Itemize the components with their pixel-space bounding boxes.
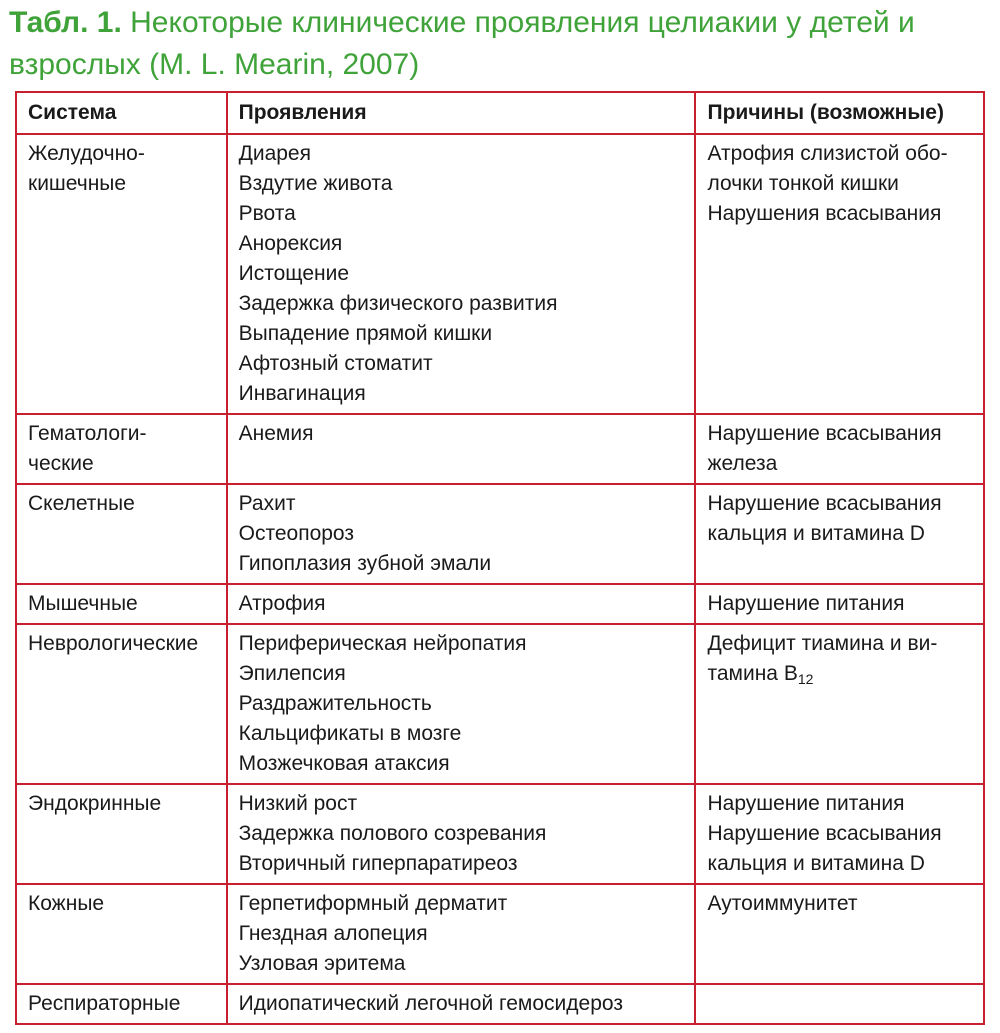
cause-line: Нарушение всасывания [707, 822, 942, 845]
system-cell [16, 884, 227, 984]
header-causes: Причины (возможные) [695, 92, 984, 134]
manifestation-item: Вторичный гиперпаратиреоз [238, 852, 518, 875]
manifestations-cell [227, 784, 696, 884]
cause-line: Нарушения всасывания [707, 202, 942, 225]
table-row [16, 414, 984, 484]
manifestation-item: Задержка полового созревания [238, 822, 547, 845]
system-line: Неврологические [28, 632, 199, 655]
manifestation-item: Инвагинация [238, 382, 366, 405]
causes-cell [695, 984, 984, 1024]
manifestations-cell [227, 414, 696, 484]
cause-line: Аутоиммунитет [707, 892, 858, 915]
vitamin-name: тамина B [707, 662, 798, 685]
system-line: Гематологи- [28, 422, 147, 445]
cause-line: Нарушение всасывания [707, 492, 942, 515]
manifestation-item: Атрофия [238, 592, 326, 615]
system-line: Желудочно- [28, 142, 145, 165]
causes-cell [695, 784, 984, 884]
cause-line: кальция и витамина D [707, 522, 925, 545]
table-row [16, 984, 984, 1024]
manifestation-item: Рвота [238, 202, 296, 225]
system-line: ческие [28, 452, 94, 475]
manifestation-item: Раздражительность [238, 692, 432, 715]
manifestation-item: Низкий рост [238, 792, 358, 815]
table-row [16, 134, 984, 414]
system-line: Скелетные [28, 492, 135, 515]
manifestations-cell [227, 984, 696, 1024]
manifestations-cell [227, 484, 696, 584]
manifestation-item: Рахит [238, 492, 296, 515]
manifestations-cell [227, 884, 696, 984]
cause-line: кальция и витамина D [707, 852, 925, 875]
manifestation-item: Кальцификаты в мозге [238, 722, 462, 745]
table-caption: Некоторые клинические проявления целиакии у детей и взрослых (M. L. Mearin, 2007) [9, 6, 915, 81]
system-cell [16, 484, 227, 584]
manifestation-item: Узловая эритема [238, 952, 406, 975]
header-manifestations: Проявления [227, 92, 696, 134]
table-title [9, 2, 994, 86]
cause-line: Нарушение питания [707, 792, 905, 815]
manifestation-item: Идиопатический легочной гемосидероз [238, 992, 623, 1015]
system-line: Кожные [28, 892, 105, 915]
manifestation-item: Остеопороз [238, 522, 355, 545]
system-cell [16, 624, 227, 784]
cause-line: Дефицит тиамина и ви- [707, 632, 938, 655]
causes-cell [695, 624, 984, 784]
system-line: Респираторные [28, 992, 181, 1015]
manifestation-item: Истощение [238, 262, 350, 285]
manifestation-item: Вздутие живота [238, 172, 393, 195]
cause-line: лочки тонкой кишки [707, 172, 899, 195]
manifestation-item: Герпетиформный дерматит [238, 892, 508, 915]
system-line: Эндокринные [28, 792, 162, 815]
cause-line: железа [707, 452, 778, 475]
manifestation-item: Афтозный стоматит [238, 352, 433, 375]
cause-line: Нарушение всасывания [707, 422, 942, 445]
table-row [16, 884, 984, 984]
header-system: Система [16, 92, 227, 134]
manifestation-item: Диарея [238, 142, 311, 165]
cause-line: Нарушение питания [707, 592, 905, 615]
manifestation-item: Анемия [238, 422, 314, 445]
causes-cell [695, 484, 984, 584]
system-cell [16, 584, 227, 624]
manifestation-item: Гипоплазия зубной эмали [238, 552, 492, 575]
causes-cell [695, 134, 984, 414]
header-row [16, 92, 984, 134]
vitamin-subscript: 12 [797, 671, 814, 687]
manifestation-item: Анорексия [238, 232, 343, 255]
cause-line: Атрофия слизистой обо- [707, 142, 948, 165]
cause-line [707, 659, 977, 689]
manifestation-item: Гнездная алопеция [238, 922, 428, 945]
causes-cell [695, 414, 984, 484]
causes-cell [695, 884, 984, 984]
manifestations-cell [227, 134, 696, 414]
table-number: Табл. 1. [9, 6, 122, 39]
system-line: кишечные [28, 172, 127, 195]
system-cell [16, 134, 227, 414]
manifestations-cell [227, 624, 696, 784]
manifestation-item: Периферическая нейропатия [238, 632, 527, 655]
manifestations-cell [227, 584, 696, 624]
manifestations-table [15, 91, 985, 1025]
manifestation-item: Мозжечковая атаксия [238, 752, 450, 775]
manifestation-item: Выпадение прямой кишки [238, 322, 493, 345]
system-cell [16, 984, 227, 1024]
system-line: Мышечные [28, 592, 138, 615]
system-cell [16, 784, 227, 884]
table-row [16, 484, 984, 584]
manifestation-item: Эпилепсия [238, 662, 346, 685]
table-row [16, 784, 984, 884]
system-cell [16, 414, 227, 484]
table-row [16, 624, 984, 784]
table-row [16, 584, 984, 624]
causes-cell [695, 584, 984, 624]
manifestation-item: Задержка физического развития [238, 292, 558, 315]
